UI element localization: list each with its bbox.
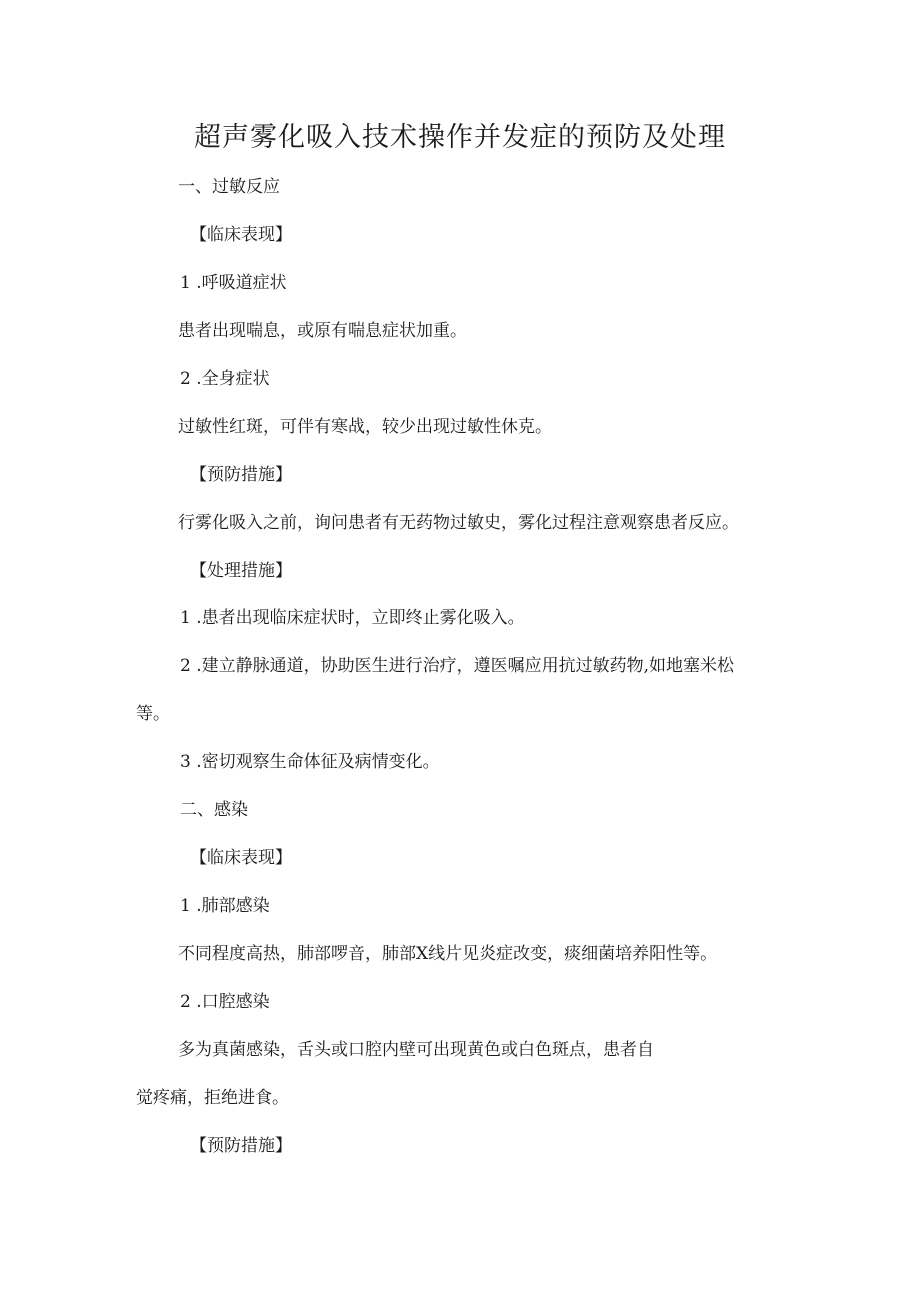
paragraph-text: 不同程度高热，肺部啰音，肺部X线片见炎症改变，痰细菌培养阳性等。 [178,944,718,964]
paragraph-text: 患者出现喘息，或原有喘息症状加重。 [178,321,467,341]
item-lung-infection: 1 .肺部感染 [180,896,270,916]
paragraph-continuation: 觉疼痛，拒绝进食。 [136,1088,289,1108]
section-heading-infection: 二、感染 [180,800,248,820]
list-item-continuation: 等。 [136,704,170,724]
subheading-prevention: 【预防措施】 [190,1136,292,1156]
subheading-prevention: 【预防措施】 [190,465,292,485]
subheading-clinical: 【临床表现】 [190,225,292,245]
subheading-treatment: 【处理措施】 [190,561,292,581]
item-systemic: 2 .全身症状 [180,369,270,389]
paragraph-text: 过敏性红斑，可伴有寒战，较少出现过敏性休克。 [178,417,552,437]
section-heading-allergy: 一、过敏反应 [178,177,280,197]
subheading-clinical: 【临床表现】 [190,848,292,868]
item-respiratory: 1 .呼吸道症状 [180,273,287,293]
list-item: 2 .建立静脉通道，协助医生进行治疗，遵医嘱应用抗过敏药物,如地塞米松 [180,656,735,676]
document-title: 超声雾化吸入技术操作并发症的预防及处理 [194,122,726,153]
item-oral-infection: 2 .口腔感染 [180,992,270,1012]
paragraph-text: 多为真菌感染，舌头或口腔内壁可出现黄色或白色斑点，患者自 [178,1040,654,1060]
list-item: 3 .密切观察生命体征及病情变化。 [180,752,440,772]
list-item: 1 .患者出现临床症状时，立即终止雾化吸入。 [180,608,525,628]
paragraph-text: 行雾化吸入之前，询问患者有无药物过敏史，雾化过程注意观察患者反应。 [178,513,739,533]
